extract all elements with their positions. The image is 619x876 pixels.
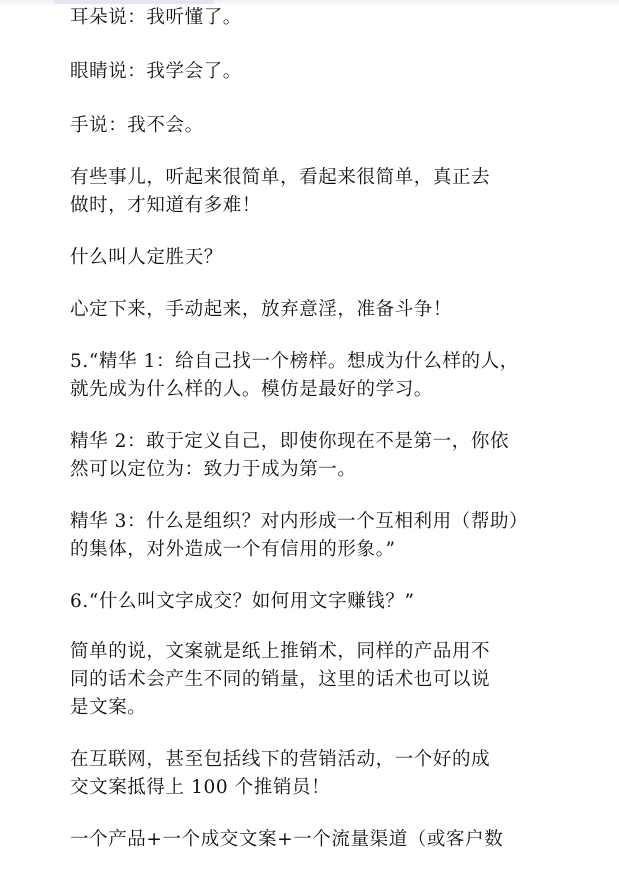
paragraph-essence-3 [70,508,550,564]
paragraph-eyes [70,58,550,86]
paragraph-ears [70,4,550,32]
text-line: 眼睛说：我学会了。 [70,61,242,82]
text-line: 交文案抵得上 100 个推销员！ [70,777,331,798]
paragraph-essence-1 [70,348,550,404]
paragraph-mind-settled [70,296,550,324]
paragraph-section-6 [70,588,550,616]
text-line: 同的话术会产生不同的销量，这里的话术也可以说 [70,669,491,690]
text-line: 精华 3：什么是组织？对内形成一个互相利用（帮助） [70,511,529,532]
text-line: 什么叫人定胜天？ [70,247,223,268]
text-line: 的集体，对外造成一个有信用的形象。” [70,539,396,560]
paragraph-simple-things [70,164,550,220]
text-line: 手说：我不会。 [70,115,204,136]
text-line: 有些事儿，听起来很简单，看起来很简单，真正去 [70,167,491,188]
text-line: 6.“什么叫文字成交？如何用文字赚钱？” [70,591,415,612]
text-line: 5.“精华 1：给自己找一个榜样。想成为什么样的人， [70,351,519,372]
text-line: 精华 2：敢于定义自己，即使你现在不是第一，你依 [70,431,510,452]
text-line: 做时，才知道有多难！ [70,195,262,216]
paragraph-copywriting [70,638,550,722]
text-line: 然可以定位为：致力于成为第一。 [70,459,357,480]
text-line: 是文案。 [70,697,147,718]
text-line: 简单的说，文案就是纸上推销术，同样的产品用不 [70,641,491,662]
paragraph-internet [70,746,550,802]
paragraph-formula [70,826,550,854]
text-line: 心定下来，手动起来，放弃意淫，准备斗争！ [70,299,453,320]
paragraph-hands [70,112,550,140]
text-line: 在互联网，甚至包括线下的营销活动，一个好的成 [70,749,491,770]
text-line: 就先成为什么样的人。模仿是最好的学习。 [70,379,433,400]
text-line: 一个产品+一个成交文案+一个流量渠道（或客户数 [70,829,504,850]
paragraph-question [70,244,550,272]
text-line: 耳朵说：我听懂了。 [70,7,242,28]
paragraph-essence-2 [70,428,550,484]
